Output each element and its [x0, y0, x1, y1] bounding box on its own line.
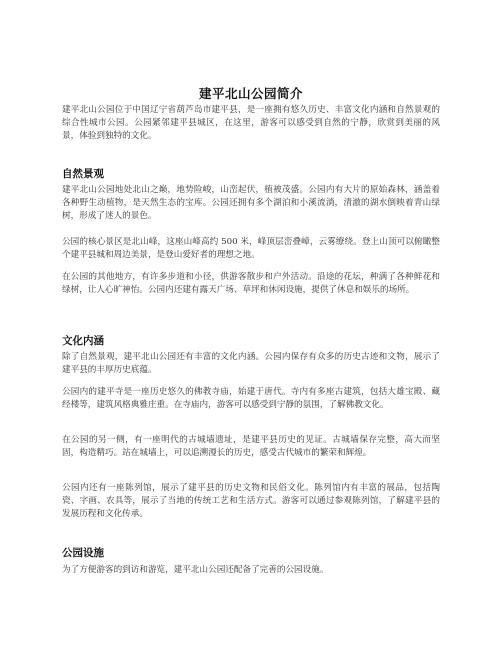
facilities-paragraph-1: 为了方便游客的到访和游览，建平北山公园还配备了完善的公园设施。	[62, 565, 329, 575]
section-heading-nature: 自然景观	[62, 168, 104, 180]
culture-paragraph-4: 公园内还有一座陈列馆，展示了建平县的历史文物和民俗文化。陈列馆内有丰富的展品，包括陶瓷、字画、农具等，展示了当地的传统工艺和生活方式。游客可以通过参观陈列馆，了解建平县的发展历程和文化传承。	[62, 483, 440, 520]
nature-paragraph-2: 公园的核心景区是北山峰，这座山峰高约 500 米，峰顶层峦叠嶂，云雾缭绕。登上山顶可以俯瞰整个建平县城和周边美景，是登山爱好者的理想之地。	[62, 237, 440, 261]
nature-paragraph-1: 建平北山公园地处北山之巅，地势险峻，山峦起伏，植被茂盛。公园内有大片的原始森林，涵盖着各种野生动植物，是天然生态的宝库。公园还拥有多个湖泊和小溪流淌，清澈的湖水倒映着青山绿树，形成了迷人的景色。	[62, 185, 440, 222]
nature-paragraph-3: 在公园的其他地方，有许多步道和小径，供游客散步和户外活动。沿途的花坛，种满了各种鲜花和绿树，让人心旷神怡。公园内还建有露天广场、草坪和休闲设施，提供了休息和娱乐的场所。	[62, 272, 440, 296]
culture-paragraph-2: 公园内的建平寺是一座历史悠久的佛教寺庙，始建于唐代。寺内有多座古建筑，包括大雄宝殿、藏经楼等，建筑风格典雅庄重。在寺庙内，游客可以感受到宁静的氛围，了解佛教文化。	[62, 387, 440, 411]
culture-paragraph-3: 在公园的另一侧，有一座明代的古城墙遗址，是建平县历史的见证。古城墙保存完整，高大而坚固，构造精巧。站在城墙上，可以追溯漫长的历史，感受古代城市的繁荣和辉煌。	[62, 435, 440, 459]
section-heading-facilities: 公园设施	[62, 547, 104, 559]
section-heading-culture: 文化内涵	[62, 335, 104, 347]
page-title: 建平北山公园简介	[198, 86, 303, 101]
intro-paragraph: 建平北山公园位于中国辽宁省葫芦岛市建平县，是一座拥有悠久历史、丰富文化内涵和自然景观的综合性城市公园。公园紧邻建平县城区，在这里，游客可以感受到自然的宁静，欣赏到美丽的风景，体验到独特的文化。	[62, 105, 440, 142]
culture-paragraph-1: 除了自然景观，建平北山公园还有丰富的文化内涵。公园内保存有众多的历史古迹和文物，展示了建平县的丰厚历史底蕴。	[62, 352, 440, 376]
